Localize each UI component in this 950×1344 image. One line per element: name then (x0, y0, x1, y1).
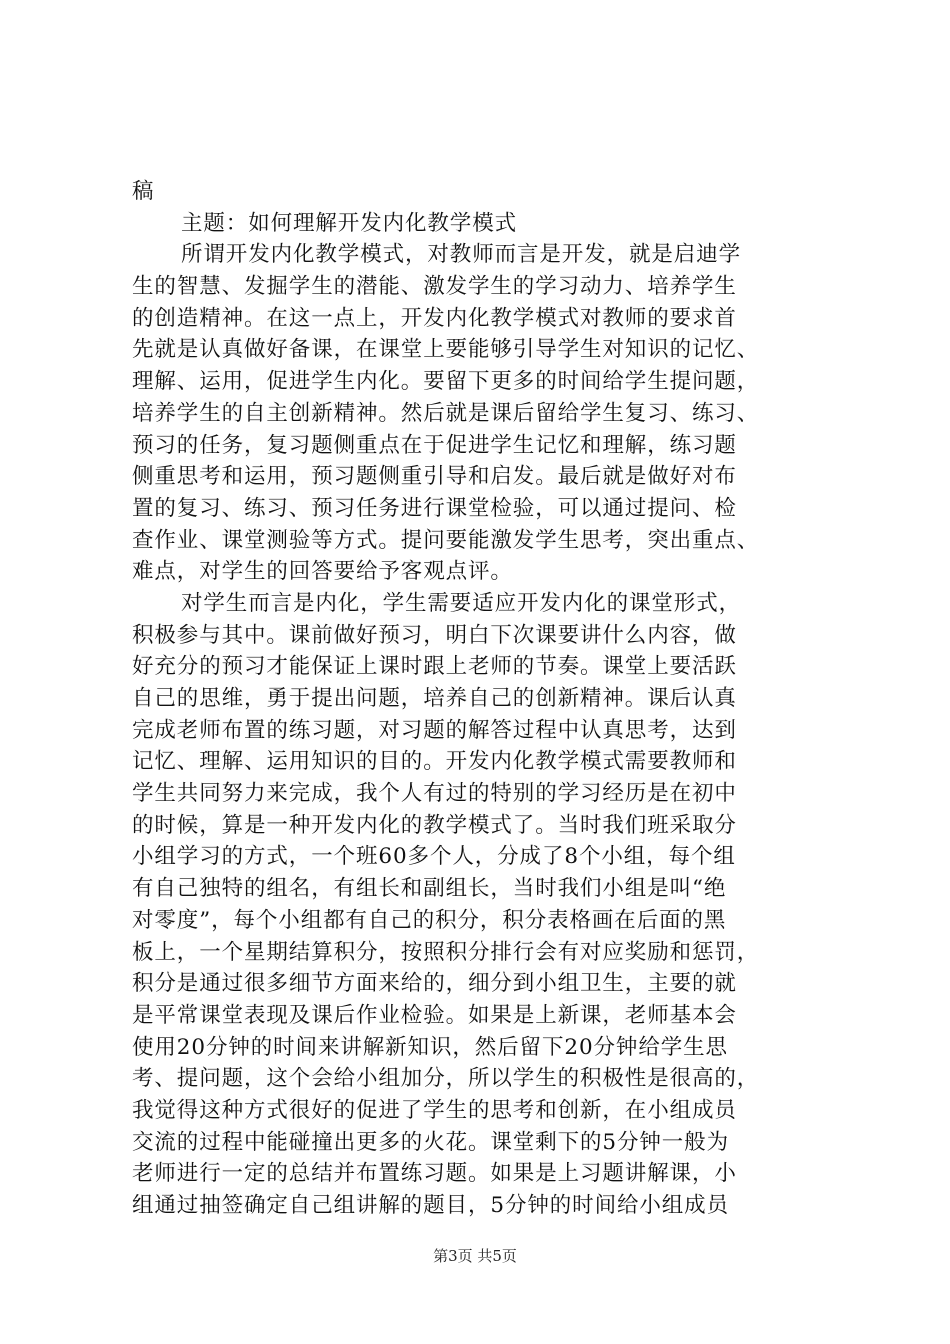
text-line: 考、提问题，这个会给小组加分，所以学生的积极性是很高的， (132, 1066, 760, 1092)
text-line: 对学生而言是内化，学生需要适应开发内化的课堂形式， (181, 590, 742, 616)
text-line: 积极参与其中。课前做好预习，明白下次课要讲什么内容，做 (132, 622, 737, 648)
text-line: 的时候，算是一种开发内化的教学模式了。当时我们班采取分 (132, 812, 737, 838)
text-line: 稿 (132, 179, 155, 204)
text-line: 我觉得这种方式很好的促进了学生的思考和创新，在小组成员 (132, 1097, 737, 1123)
text-line: 有自己独特的组名，有组长和副组长，当时我们小组是叫“绝 (132, 876, 727, 902)
text-line: 好充分的预习才能保证上课时跟上老师的节奏。课堂上要活跃 (132, 654, 737, 680)
text-line: 积分是通过很多细节方面来给的，细分到小组卫生，主要的就 (132, 971, 737, 997)
text-line: 查作业、课堂测验等方式。提问要能激发学生思考，突出重点、 (132, 527, 760, 553)
text-line: 板上，一个星期结算积分，按照积分排行会有对应奖励和惩罚， (132, 939, 760, 965)
text-line: 完成老师布置的练习题，对习题的解答过程中认真思考，达到 (132, 717, 737, 743)
text-line: 侧重思考和运用，预习题侧重引导和启发。最后就是做好对布 (132, 464, 737, 490)
text-line: 的创造精神。在这一点上，开发内化教学模式对教师的要求首 (132, 305, 737, 331)
page-footer: 第3页 共5页 (433, 1247, 517, 1265)
text-line: 预习的任务，复习题侧重点在于促进学生记忆和理解，练习题 (132, 432, 737, 458)
text-line: 记忆、理解、运用知识的目的。开发内化教学模式需要教师和 (132, 749, 737, 775)
text-line: 小组学习的方式，一个班60多个人，分成了8个小组，每个组 (132, 844, 736, 870)
document-body (132, 176, 832, 1222)
text-line: 使用20分钟的时间来讲解新知识，然后留下20分钟给学生思 (132, 1034, 728, 1060)
text-line: 所谓开发内化教学模式，对教师而言是开发，就是启迪学 (181, 242, 742, 268)
text-line: 学生共同努力来完成，我个人有过的特别的学习经历是在初中 (132, 781, 737, 807)
text-line: 组通过抽签确定自己组讲解的题目，5分钟的时间给小组成员 (132, 1193, 729, 1218)
text-line: 培养学生的自主创新精神。然后就是课后留给学生复习、练习、 (132, 400, 760, 426)
text-line: 理解、运用，促进学生内化。要留下更多的时间给学生提问题， (132, 369, 760, 395)
text-line: 置的复习、练习、预习任务进行课堂检验，可以通过提问、检 (132, 495, 737, 521)
text-line: 是平常课堂表现及课后作业检验。如果是上新课，老师基本会 (132, 1002, 737, 1028)
text-line: 先就是认真做好备课，在课堂上要能够引导学生对知识的记忆、 (132, 337, 760, 363)
text-line: 生的智慧、发掘学生的潜能、激发学生的学习动力、培养学生 (132, 274, 737, 300)
text-line: 自己的思维，勇于提出问题，培养自己的创新精神。课后认真 (132, 686, 737, 711)
text-line: 对零度”，每个小组都有自己的积分，积分表格画在后面的黑 (132, 907, 727, 933)
text-line: 老师进行一定的总结并布置练习题。如果是上习题讲解课，小 (132, 1161, 737, 1187)
text-line: 交流的过程中能碰撞出更多的火花。课堂剩下的5分钟一般为 (132, 1129, 729, 1155)
text-line: 主题：如何理解开发内化教学模式 (181, 210, 518, 236)
text-line: 难点，对学生的回答要给予客观点评。 (132, 559, 513, 585)
